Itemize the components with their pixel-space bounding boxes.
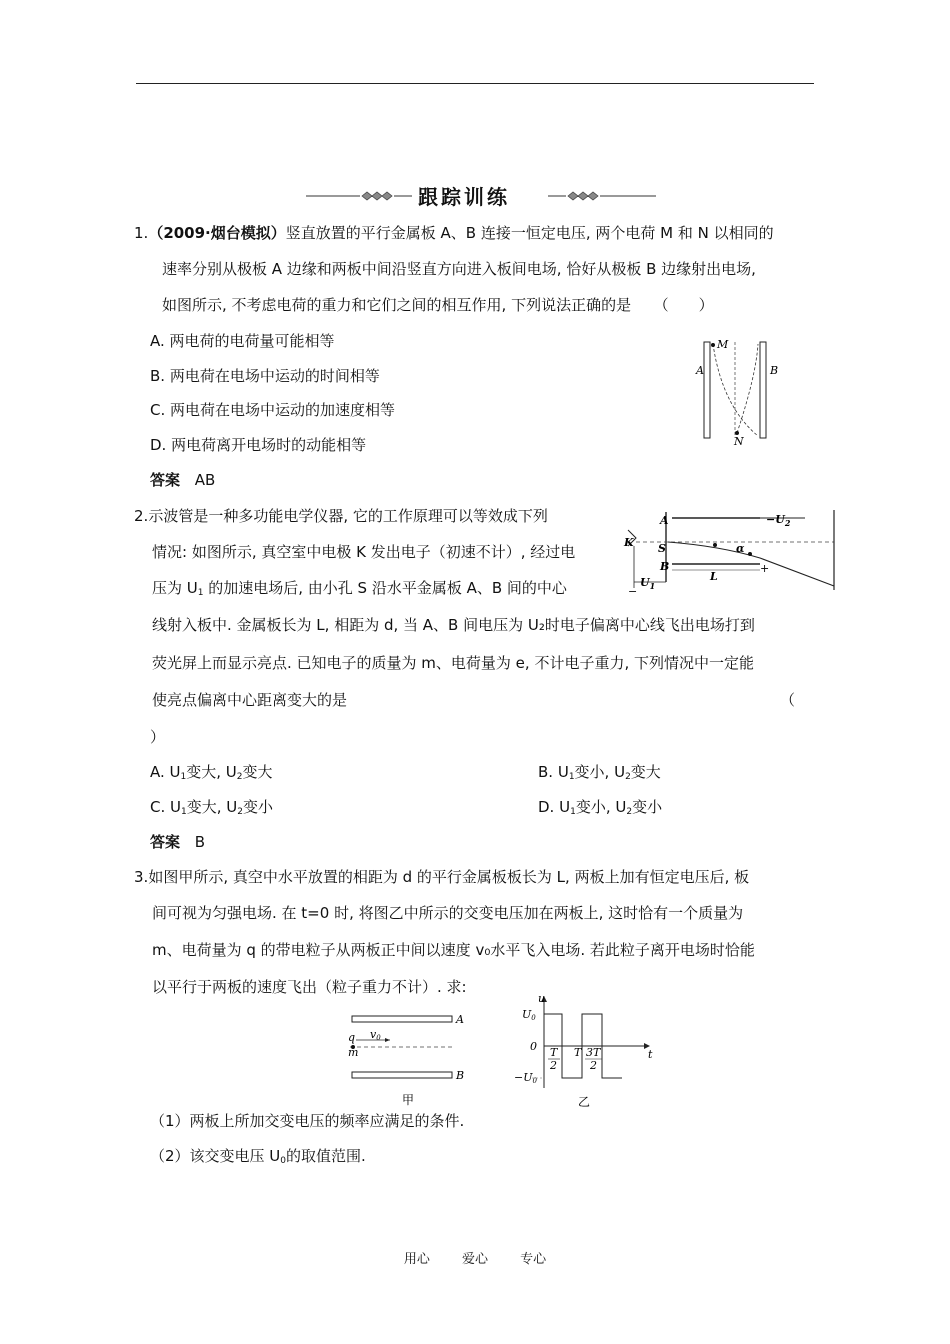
q2-option-a-post: 变大	[242, 763, 273, 781]
footer-item-3: 专心	[520, 1252, 547, 1267]
q3-yi-u0-sub: 0	[531, 1014, 536, 1022]
q2-option-b-pre: B. U	[538, 763, 569, 781]
q2-line-5: 荧光屏上而显示亮点. 已知电子的质量为 m、电荷量为 e, 不计电子重力, 下列情况中一定能	[152, 654, 754, 672]
q2-line-1	[134, 505, 548, 527]
q3-yi-label-zero: 0	[530, 1040, 537, 1053]
q2-option-c	[150, 796, 273, 823]
q3-yi-neg-u0-sub: 0	[532, 1077, 537, 1085]
footer	[0, 1248, 950, 1267]
q1-line-3: 如图所示, 不考虑电荷的重力和它们之间的相互作用, 下列说法正确的是 （ ）	[162, 296, 714, 314]
q1-fig-label-n: N	[734, 435, 744, 448]
q3-yi-neg-u0: −U	[514, 1071, 533, 1084]
q3-jia-v-sub: 0	[376, 1034, 381, 1042]
q3-yi-label-3t2-den: 2	[590, 1059, 597, 1072]
q1-option-d: D. 两电荷离开电场时的动能相等	[150, 436, 367, 454]
q3-sub-question-1: （1）两板上所加交变电压的频率应满足的条件.	[150, 1112, 465, 1130]
q2-answer-value: B	[194, 833, 206, 851]
q2-fig-minus-u2: −	[766, 513, 776, 526]
q2-option-d	[538, 796, 662, 823]
q3-jia-label-v0	[370, 1028, 381, 1042]
q3-jia-label-m: m	[348, 1046, 359, 1059]
q3-jia-label-b: B	[456, 1069, 465, 1082]
q1-option-a: A. 两电荷的电荷量可能相等	[150, 332, 335, 350]
q2-line-3	[152, 577, 567, 604]
q2-text-1: 示波管是一种多功能电学仪器, 它的工作原理可以等效成下列	[148, 507, 548, 525]
q2-option-a	[150, 761, 273, 788]
q2-answer-label: 答案	[150, 833, 181, 851]
q2-option-b-mid: 变小, U	[574, 763, 626, 781]
q2-answer	[150, 831, 205, 853]
q2-fig-label-alpha: α	[736, 542, 745, 555]
q2-option-a-mid: 变大, U	[186, 763, 237, 781]
q1-text-1: 竖直放置的平行金属板 A、B 连接一恒定电压, 两个电荷 M 和 N 以相同的	[285, 224, 774, 242]
q2-option-d-sub1: 1	[570, 807, 576, 817]
q3-yi-label-t2-den: 2	[550, 1059, 557, 1072]
q2-fig-label-k: K	[624, 536, 634, 549]
q2-option-c-sub2: 2	[237, 807, 243, 817]
q3-jia-v: v	[370, 1028, 377, 1041]
q2-line-6: 使亮点偏离中心距离变大的是	[152, 691, 348, 709]
q3-yi-label-t: t	[648, 1048, 653, 1061]
q3-yi-label-neg-u0	[514, 1071, 538, 1085]
q2-fig-plus: +	[760, 562, 770, 575]
q3-yi-u0: U	[522, 1008, 532, 1021]
q1-answer	[150, 469, 215, 491]
q2-option-c-sub1: 1	[181, 807, 187, 817]
footer-item-2: 爱心	[461, 1252, 488, 1267]
q1-option-b: B. 两电荷在电场中运动的时间相等	[150, 367, 380, 385]
q2-line-3-sub: 1	[197, 588, 204, 598]
q1-figure	[694, 336, 784, 448]
q2-option-b	[538, 761, 661, 788]
footer-item-1: 用心	[403, 1252, 430, 1267]
q2-line-4: 线射入板中. 金属板长为 L, 相距为 d, 当 A、B 间电压为 U₂时电子偏离中心线飞出电场打到	[152, 616, 755, 634]
q2-fig-label-u2	[766, 513, 791, 528]
q3-jia-label-a: A	[456, 1013, 464, 1026]
q3-sub2-sub: 0	[280, 1156, 287, 1166]
header-rule	[136, 83, 814, 84]
q2-number: 2.	[134, 507, 149, 525]
q2-option-a-sub2: 2	[236, 772, 243, 782]
q3-number: 3.	[134, 868, 149, 886]
q3-sub-question-2	[150, 1145, 366, 1172]
q3-yi-label-tt: T	[574, 1046, 582, 1059]
q2-option-c-post: 变小	[242, 798, 273, 816]
q3-line-4: 以平行于两板的速度飞出（粒子重力不计）. 求:	[152, 978, 467, 996]
q1-fig-label-m: M	[717, 338, 729, 351]
q2-figure	[620, 502, 845, 598]
q3-sub2-pre: （2）该交变电压 U	[150, 1147, 281, 1165]
q3-line-2: 间可视为匀强电场. 在 t=0 时, 将图乙中所示的交变电压加在两板上, 这时恰有一个质量为	[152, 904, 744, 922]
q3-text-1: 如图甲所示, 真空中水平放置的相距为 d 的平行金属板板长为 L, 两板上加有恒定电压后, 板	[148, 868, 750, 886]
section-title-block	[300, 180, 660, 210]
q1-fig-label-a: A	[696, 364, 704, 377]
q3-line-1	[134, 866, 749, 888]
q3-yi-label-t2-num: T	[550, 1046, 558, 1059]
q2-option-c-mid: 变大, U	[186, 798, 238, 816]
q2-fig-label-u1	[640, 576, 655, 591]
q1-number: 1.	[134, 224, 149, 242]
q3-yi-label-u: u	[538, 992, 546, 1005]
q3-jia-label-q: q	[348, 1031, 356, 1044]
q1-line-2: 速率分别从极板 A 边缘和两板中间沿竖直方向进入板间电场, 恰好从极板 B 边缘射出电场,	[162, 260, 756, 278]
q1-answer-label: 答案	[150, 471, 181, 489]
q3-yi-label-3t2-num: 3T	[586, 1046, 601, 1059]
q2-fig-label-a: A	[660, 514, 669, 527]
q2-option-d-post: 变小	[632, 798, 663, 816]
q2-option-a-sub1: 1	[180, 772, 187, 782]
section-title: 跟踪训练	[418, 185, 510, 209]
q2-fig-u2: U	[775, 513, 785, 526]
q1-source: （2009·烟台模拟）	[148, 224, 286, 242]
q1-fig-label-b: B	[770, 364, 779, 377]
q3-figure-jia	[340, 1008, 480, 1108]
q2-fig-minus: −	[628, 585, 638, 598]
q3-line-3: m、电荷量为 q 的带电粒子从两板正中间以速度 v₀水平飞入电场. 若此粒子离开电场时恰能	[152, 941, 755, 959]
q2-option-d-mid: 变小, U	[575, 798, 627, 816]
q3-sub2-post: 的取值范围.	[286, 1147, 366, 1165]
q2-fig-label-l: L	[710, 570, 718, 583]
q3-yi-caption: 乙	[578, 1095, 591, 1109]
q1-option-c: C. 两电荷在电场中运动的加速度相等	[150, 401, 396, 419]
q2-option-d-sub2: 2	[626, 807, 633, 817]
q2-fig-u1: U	[640, 576, 650, 589]
q2-fig-u1-sub: 1	[649, 581, 656, 591]
q2-option-b-sub1: 1	[568, 772, 575, 782]
q2-fig-label-s: S	[658, 542, 666, 555]
q3-jia-caption: 甲	[402, 1093, 415, 1107]
q1-line-1	[134, 222, 774, 244]
q2-fig-u2-sub: 2	[784, 518, 791, 528]
q2-paren-close: ）	[150, 728, 166, 746]
q3-figure-yi	[510, 992, 660, 1112]
q2-line-3-post: 的加速电场后, 由小孔 S 沿水平金属板 A、B 间的中心	[203, 579, 567, 597]
q1-answer-value: AB	[194, 471, 216, 489]
q2-paren-open: （	[780, 691, 796, 709]
q2-option-d-pre: D. U	[538, 798, 571, 816]
q2-option-c-pre: C. U	[150, 798, 181, 816]
q2-line-3-pre: 压为 U	[152, 579, 198, 597]
q2-fig-label-b: B	[660, 560, 670, 573]
q2-line-2: 情况: 如图所示, 真空室中电极 K 发出电子（初速不计）, 经过电	[152, 543, 576, 561]
q2-option-b-post: 变大	[630, 763, 661, 781]
q2-option-a-pre: A. U	[150, 763, 181, 781]
q2-option-b-sub2: 2	[625, 772, 631, 782]
q3-yi-label-u0	[522, 1008, 536, 1022]
